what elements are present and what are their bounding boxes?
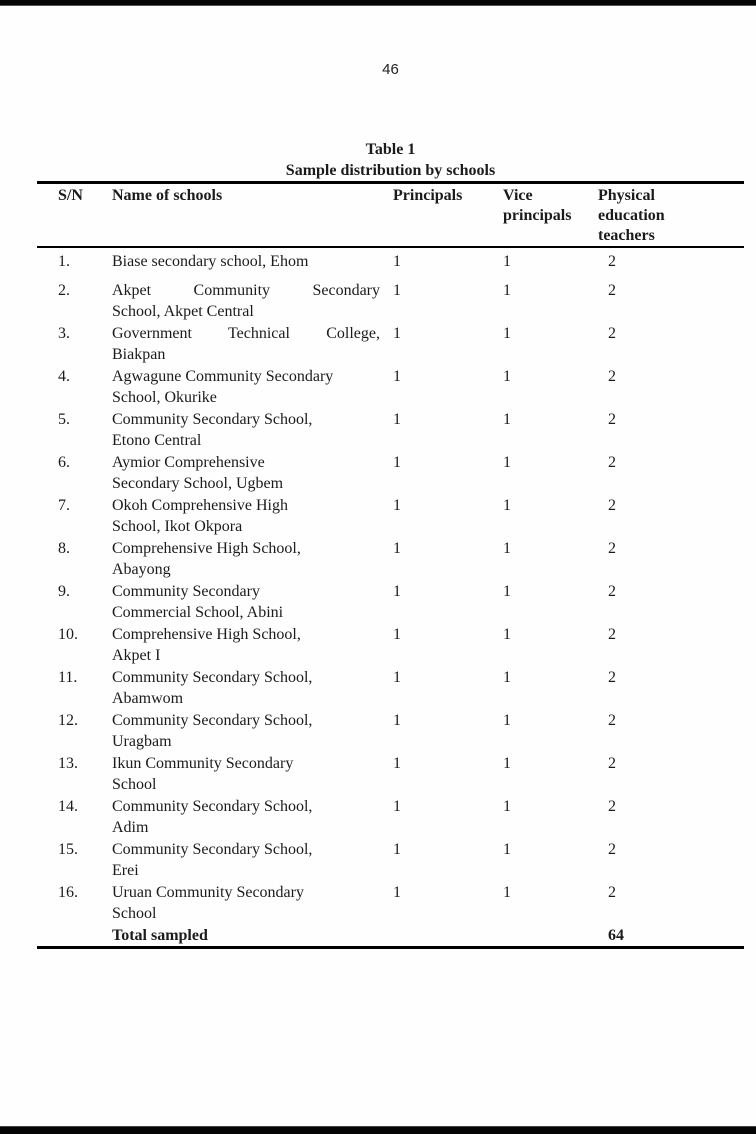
row-serial-number: 7. <box>58 496 70 514</box>
scan-edge-top <box>0 0 756 6</box>
row-school-name <box>112 581 393 624</box>
row-school-name <box>112 667 393 710</box>
school-name-line: Community Secondary <box>112 582 260 600</box>
row-principals-count: 1 <box>393 410 401 428</box>
header-pe-line3: teachers <box>598 227 655 244</box>
school-name-line: Uragbam <box>112 733 172 750</box>
header-principals: Principals <box>393 187 463 204</box>
row-serial-number: 8. <box>58 539 70 557</box>
school-name-line: Erei <box>112 862 139 879</box>
row-school-name <box>112 796 393 839</box>
row-principals-count: 1 <box>393 582 401 600</box>
row-principals-count: 1 <box>393 281 401 299</box>
school-name-line: Comprehensive High School, <box>112 539 301 557</box>
table-row <box>37 409 744 452</box>
row-vice-principals-count: 1 <box>503 797 511 815</box>
page-number: 46 <box>382 61 399 78</box>
school-name-line: School, Okurike <box>112 389 217 406</box>
school-name-line: Government Technical College, <box>112 324 380 342</box>
row-school-name <box>112 624 393 667</box>
school-name-line: Biase secondary school, Ehom <box>112 253 309 270</box>
row-school-name <box>112 538 393 581</box>
table-row <box>37 452 744 495</box>
row-school-name <box>112 452 393 495</box>
school-name-line: Commercial School, Abini <box>112 604 284 621</box>
school-name-line: Community Secondary School, <box>112 668 313 686</box>
table-row <box>37 667 744 710</box>
header-pe-line1: Physical <box>598 187 655 204</box>
row-pe-teachers-count: 2 <box>608 883 616 901</box>
row-school-name <box>112 839 393 882</box>
table-row <box>37 839 744 882</box>
school-name-line: Akpet I <box>112 647 161 664</box>
header-vice-principals <box>498 186 598 246</box>
row-serial-number: 3. <box>58 324 70 342</box>
row-pe-teachers-count: 2 <box>608 539 616 557</box>
row-school-name <box>112 753 393 796</box>
row-school-name <box>112 710 393 753</box>
school-name-line: School, Akpet Central <box>112 303 254 320</box>
header-vice-line1: Vice <box>503 187 533 204</box>
row-serial-number: 10. <box>58 625 78 643</box>
row-principals-count: 1 <box>393 754 401 772</box>
row-vice-principals-count: 1 <box>503 367 511 385</box>
table-row <box>37 251 744 273</box>
school-name-line: Adim <box>112 819 149 836</box>
header-vice-line2: principals <box>503 207 572 224</box>
total-vice-empty <box>498 925 598 947</box>
school-name-line: Abayong <box>112 561 171 578</box>
row-school-name <box>112 323 393 366</box>
school-name-line: Akpet Community Secondary <box>112 281 380 299</box>
row-serial-number: 9. <box>58 582 70 600</box>
table-subtitle: Sample distribution by schools <box>285 162 496 179</box>
row-pe-teachers-count: 2 <box>608 711 616 729</box>
row-pe-teachers-count: 2 <box>608 668 616 686</box>
row-pe-teachers-count: 2 <box>608 496 616 514</box>
row-school-name <box>112 280 393 323</box>
row-vice-principals-count: 1 <box>503 324 511 342</box>
table-row <box>37 710 744 753</box>
row-pe-teachers-count: 2 <box>608 367 616 385</box>
row-principals-count: 1 <box>393 711 401 729</box>
school-name-line: Agwagune Community Secondary <box>112 367 334 385</box>
row-serial-number: 15. <box>58 840 78 858</box>
table-row <box>37 753 744 796</box>
table-row <box>37 323 744 366</box>
row-vice-principals-count: 1 <box>503 539 511 557</box>
school-name-line: Aymior Comprehensive <box>112 453 265 471</box>
school-name-line: Ikun Community Secondary <box>112 754 294 772</box>
total-row <box>37 925 744 947</box>
school-name-line: Uruan Community Secondary <box>112 883 304 901</box>
header-sn: S/N <box>58 187 83 204</box>
table-row <box>37 495 744 538</box>
row-pe-teachers-count: 2 <box>608 582 616 600</box>
row-serial-number: 4. <box>58 367 70 385</box>
row-vice-principals-count: 1 <box>503 496 511 514</box>
row-principals-count: 1 <box>393 625 401 643</box>
school-name-line: Okoh Comprehensive High <box>112 496 288 514</box>
row-pe-teachers-count: 2 <box>608 281 616 299</box>
row-pe-teachers-count: 2 <box>608 453 616 471</box>
row-pe-teachers-count: 2 <box>608 253 616 270</box>
table-row <box>37 581 744 624</box>
row-pe-teachers-count: 2 <box>608 625 616 643</box>
row-serial-number: 2. <box>58 281 70 299</box>
sample-distribution-table <box>37 139 744 949</box>
school-name-line: Etono Central <box>112 432 202 449</box>
row-serial-number: 16. <box>58 883 78 901</box>
row-school-name <box>112 366 393 409</box>
table-bottom-rule <box>37 946 744 949</box>
school-name-line: School, Ikot Okpora <box>112 518 243 535</box>
table-row <box>37 796 744 839</box>
row-vice-principals-count: 1 <box>503 754 511 772</box>
row-pe-teachers-count: 2 <box>608 797 616 815</box>
table-row <box>37 280 744 323</box>
row-serial-number: 5. <box>58 410 70 428</box>
table-row <box>37 882 744 925</box>
row-vice-principals-count: 1 <box>503 668 511 686</box>
row-principals-count: 1 <box>393 367 401 385</box>
school-name-line: School <box>112 776 157 793</box>
table-title: Table 1 <box>365 141 416 158</box>
school-name-line: Community Secondary School, <box>112 711 313 729</box>
row-serial-number: 1. <box>58 253 70 270</box>
row-vice-principals-count: 1 <box>503 711 511 729</box>
row-vice-principals-count: 1 <box>503 281 511 299</box>
row-principals-count: 1 <box>393 797 401 815</box>
total-label: Total sampled <box>112 926 208 944</box>
table-row <box>37 366 744 409</box>
school-name-line: Community Secondary School, <box>112 410 313 428</box>
row-principals-count: 1 <box>393 840 401 858</box>
header-name-of-schools: Name of schools <box>112 187 223 204</box>
row-vice-principals-count: 1 <box>503 883 511 901</box>
row-principals-count: 1 <box>393 668 401 686</box>
school-name-line: Comprehensive High School, <box>112 625 301 643</box>
row-principals-count: 1 <box>393 496 401 514</box>
row-serial-number: 6. <box>58 453 70 471</box>
row-principals-count: 1 <box>393 253 401 270</box>
row-principals-count: 1 <box>393 539 401 557</box>
header-pe-line2: education <box>598 207 665 224</box>
row-vice-principals-count: 1 <box>503 253 511 270</box>
row-pe-teachers-count: 2 <box>608 324 616 342</box>
table-row <box>37 538 744 581</box>
scan-edge-bottom <box>0 1126 756 1134</box>
total-principals-empty <box>393 925 498 947</box>
row-vice-principals-count: 1 <box>503 410 511 428</box>
school-name-line: Abamwom <box>112 690 184 707</box>
school-name-line: Community Secondary School, <box>112 797 313 815</box>
school-name-line: Secondary School, Ugbem <box>112 475 284 492</box>
row-principals-count: 1 <box>393 883 401 901</box>
row-principals-count: 1 <box>393 324 401 342</box>
row-serial-number: 12. <box>58 711 78 729</box>
row-school-name <box>112 882 393 925</box>
table-row <box>37 624 744 667</box>
row-pe-teachers-count: 2 <box>608 754 616 772</box>
row-serial-number: 14. <box>58 797 78 815</box>
row-pe-teachers-count: 2 <box>608 410 616 428</box>
row-serial-number: 13. <box>58 754 78 772</box>
total-pe-value: 64 <box>608 926 624 944</box>
table-header-row <box>37 184 744 246</box>
school-name-line: Biakpan <box>112 346 166 363</box>
row-principals-count: 1 <box>393 453 401 471</box>
table-body <box>37 248 744 925</box>
total-sn-spacer <box>37 925 112 947</box>
school-name-line: Community Secondary School, <box>112 840 313 858</box>
row-vice-principals-count: 1 <box>503 840 511 858</box>
row-vice-principals-count: 1 <box>503 625 511 643</box>
row-school-name <box>112 251 393 273</box>
row-pe-teachers-count: 2 <box>608 840 616 858</box>
row-vice-principals-count: 1 <box>503 582 511 600</box>
row-school-name <box>112 495 393 538</box>
row-serial-number: 11. <box>58 668 78 686</box>
row-school-name <box>112 409 393 452</box>
row-vice-principals-count: 1 <box>503 453 511 471</box>
school-name-line: School <box>112 905 157 922</box>
header-physical-education-teachers <box>598 186 744 246</box>
